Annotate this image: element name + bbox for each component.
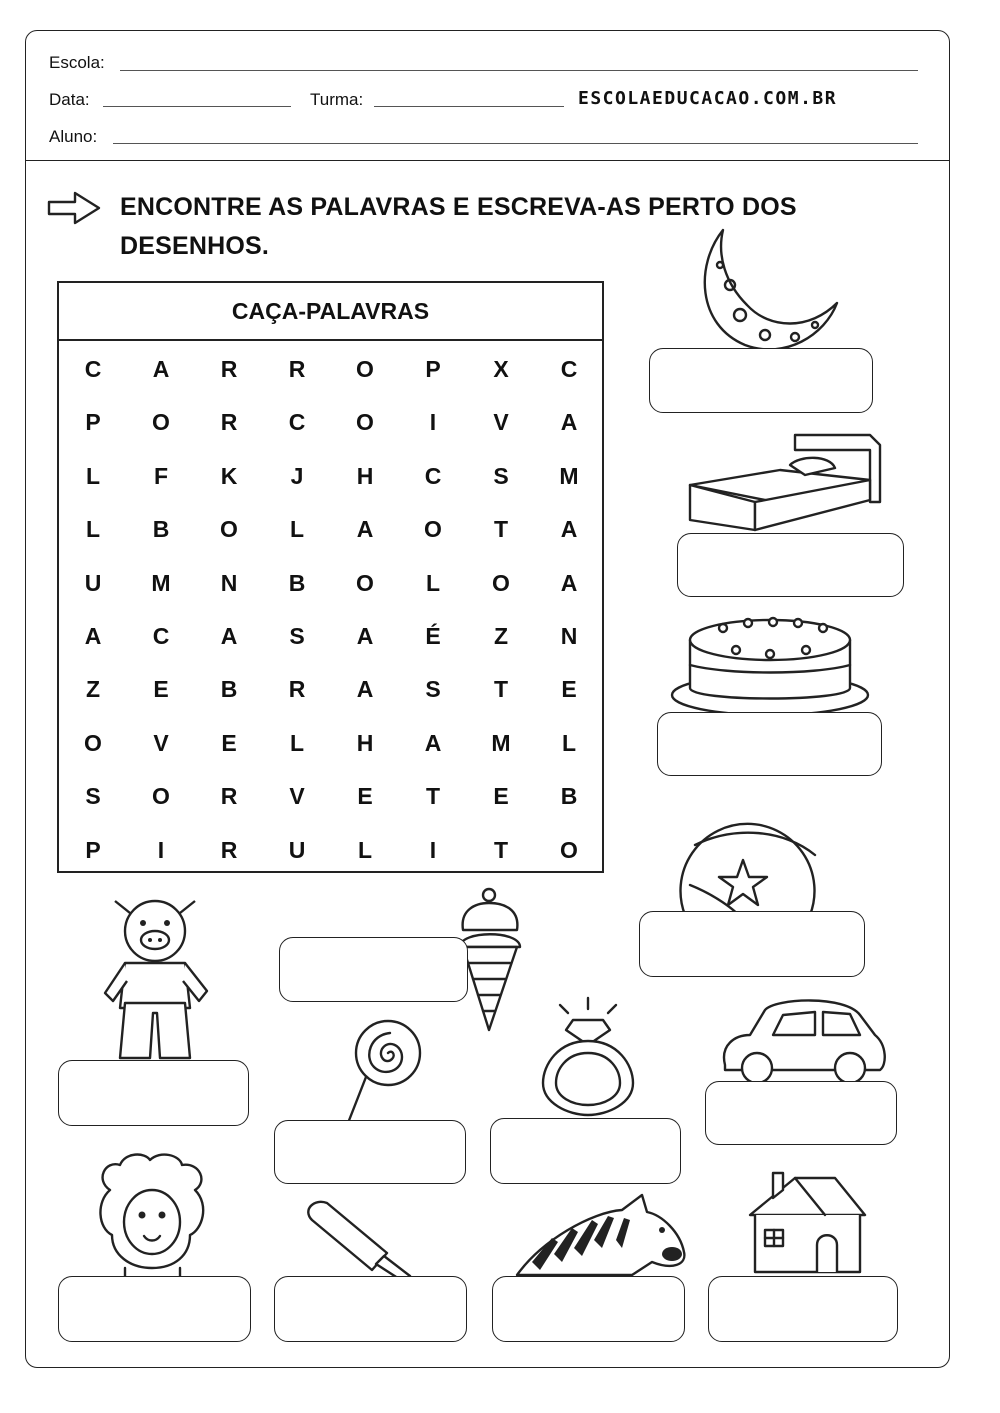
- grid-row: [59, 450, 602, 503]
- grid-cell[interactable]: O: [560, 836, 578, 863]
- grid-cell[interactable]: E: [357, 783, 373, 810]
- grid-cell[interactable]: C: [560, 356, 578, 382]
- grid-cell[interactable]: K: [220, 462, 238, 489]
- grid-cell[interactable]: B: [152, 516, 170, 543]
- grid-cell[interactable]: I: [429, 836, 437, 863]
- grid-cell[interactable]: T: [493, 676, 509, 703]
- grid-cell[interactable]: L: [85, 462, 101, 489]
- turma-label: Turma:: [310, 90, 364, 109]
- grid-cell[interactable]: T: [493, 516, 509, 543]
- grid-cell[interactable]: O: [220, 516, 238, 543]
- answer-box-cake[interactable]: [657, 712, 882, 776]
- grid-cell[interactable]: R: [220, 356, 238, 382]
- grid-cell[interactable]: L: [85, 516, 101, 543]
- grid-cell[interactable]: U: [84, 569, 102, 596]
- grid-cell[interactable]: A: [152, 356, 170, 382]
- pig-icon: [95, 893, 220, 1065]
- grid-cell[interactable]: R: [220, 836, 238, 863]
- aluno-label: Aluno:: [49, 127, 98, 146]
- answer-box-house[interactable]: [708, 1276, 898, 1342]
- grid-cell[interactable]: O: [356, 356, 374, 382]
- grid-cell[interactable]: C: [424, 462, 442, 489]
- grid-cell[interactable]: L: [425, 569, 441, 596]
- grid-cell[interactable]: M: [151, 569, 171, 596]
- grid-row: [59, 824, 602, 877]
- grid-cell[interactable]: R: [288, 356, 306, 382]
- grid-cell[interactable]: T: [493, 836, 509, 863]
- header-divider: [25, 160, 950, 161]
- grid-row: [59, 396, 602, 449]
- grid-cell[interactable]: E: [493, 783, 509, 810]
- grid-row: [59, 717, 602, 770]
- grid-cell[interactable]: I: [157, 836, 165, 863]
- grid-cell[interactable]: J: [290, 462, 304, 489]
- grid-cell[interactable]: N: [560, 622, 578, 649]
- grid-cell[interactable]: L: [289, 729, 305, 756]
- grid-cell[interactable]: E: [221, 729, 237, 756]
- grid-cell[interactable]: N: [220, 569, 238, 596]
- grid-cell[interactable]: C: [152, 622, 170, 649]
- grid-cell[interactable]: V: [153, 729, 169, 756]
- car-icon: [715, 990, 890, 1085]
- grid-row: [59, 610, 602, 663]
- house-icon: [745, 1170, 870, 1275]
- grid-cell[interactable]: O: [492, 569, 510, 596]
- grid-cell[interactable]: M: [559, 462, 579, 489]
- grid-cell[interactable]: O: [152, 409, 170, 436]
- answer-box-sheep[interactable]: [58, 1276, 251, 1342]
- bed-icon: [685, 430, 895, 535]
- grid-cell[interactable]: P: [85, 836, 101, 863]
- grid-cell[interactable]: S: [493, 462, 509, 489]
- answer-box-popsicle[interactable]: [274, 1276, 467, 1342]
- grid-cell[interactable]: F: [153, 462, 169, 489]
- word-search-title: CAÇA-PALAVRAS: [59, 283, 602, 341]
- grid-cell[interactable]: B: [220, 676, 238, 703]
- aluno-field[interactable]: [113, 143, 918, 144]
- popsicle-icon: [302, 1198, 417, 1283]
- answer-box-bed[interactable]: [677, 533, 904, 597]
- grid-cell[interactable]: U: [288, 836, 306, 863]
- grid-row: [59, 663, 602, 716]
- grid-cell[interactable]: L: [357, 836, 373, 863]
- grid-cell[interactable]: É: [425, 622, 441, 649]
- word-search: [57, 281, 604, 873]
- grid-cell[interactable]: O: [424, 516, 442, 543]
- site-url: ESCOLAEDUCACAO.COM.BR: [578, 88, 838, 109]
- grid-cell[interactable]: H: [356, 462, 374, 489]
- zebra-icon: [512, 1190, 692, 1280]
- grid-cell[interactable]: A: [560, 516, 578, 543]
- grid-cell[interactable]: Z: [85, 676, 101, 703]
- grid-cell[interactable]: A: [560, 569, 578, 596]
- instruction-text: ENCONTRE AS PALAVRAS E ESCREVA-AS PERTO DOS DESENHOS.: [120, 193, 797, 260]
- grid-cell[interactable]: A: [84, 622, 102, 649]
- grid-cell[interactable]: O: [152, 783, 170, 810]
- grid-cell[interactable]: L: [289, 516, 305, 543]
- grid-cell[interactable]: O: [84, 729, 102, 756]
- grid-cell[interactable]: M: [491, 729, 511, 756]
- grid-cell[interactable]: V: [289, 783, 305, 810]
- grid-cell[interactable]: R: [288, 676, 306, 703]
- grid-row: [59, 770, 602, 823]
- grid-row: [59, 557, 602, 610]
- grid-cell[interactable]: P: [85, 409, 101, 436]
- grid-cell[interactable]: O: [356, 569, 374, 596]
- escola-label: Escola:: [49, 53, 105, 72]
- grid-row: [59, 503, 602, 556]
- answer-box-ball[interactable]: [639, 911, 865, 977]
- grid-cell[interactable]: V: [493, 409, 509, 436]
- grid-cell[interactable]: E: [153, 676, 169, 703]
- grid-cell[interactable]: R: [220, 783, 238, 810]
- grid-cell[interactable]: S: [289, 622, 305, 649]
- escola-field[interactable]: [120, 70, 918, 71]
- word-search-grid: [59, 343, 602, 877]
- grid-cell[interactable]: R: [220, 409, 238, 436]
- answer-box-moon[interactable]: [649, 348, 873, 413]
- turma-field[interactable]: [374, 106, 564, 107]
- answer-box-zebra[interactable]: [492, 1276, 685, 1342]
- grid-cell[interactable]: E: [561, 676, 577, 703]
- answer-box-pig[interactable]: [58, 1060, 249, 1126]
- grid-cell[interactable]: C: [288, 409, 306, 436]
- grid-cell[interactable]: A: [424, 729, 442, 756]
- grid-cell[interactable]: Z: [493, 622, 509, 649]
- grid-cell[interactable]: C: [84, 356, 102, 382]
- grid-cell[interactable]: A: [220, 622, 238, 649]
- data-field[interactable]: [103, 106, 291, 107]
- grid-cell[interactable]: P: [425, 356, 441, 382]
- grid-cell[interactable]: S: [85, 783, 101, 810]
- answer-box-ice-cream[interactable]: [279, 937, 468, 1002]
- cake-icon: [668, 610, 873, 720]
- grid-cell[interactable]: S: [425, 676, 441, 703]
- grid-cell[interactable]: I: [429, 409, 437, 436]
- answer-box-ring[interactable]: [490, 1118, 681, 1184]
- grid-cell[interactable]: L: [561, 729, 577, 756]
- answer-box-lollipop[interactable]: [274, 1120, 466, 1184]
- grid-row: [59, 343, 602, 396]
- grid-cell[interactable]: A: [560, 409, 578, 436]
- data-label: Data:: [49, 90, 90, 109]
- grid-cell[interactable]: A: [356, 622, 374, 649]
- moon-icon: [685, 225, 855, 355]
- lollipop-icon: [340, 1015, 425, 1130]
- ring-icon: [538, 995, 638, 1120]
- grid-cell[interactable]: B: [560, 783, 578, 810]
- grid-cell[interactable]: T: [425, 783, 441, 810]
- grid-cell[interactable]: A: [356, 516, 374, 543]
- answer-box-car[interactable]: [705, 1081, 897, 1145]
- grid-cell[interactable]: A: [356, 676, 374, 703]
- ball-icon: [675, 805, 820, 920]
- grid-cell[interactable]: O: [356, 409, 374, 436]
- grid-cell[interactable]: B: [288, 569, 306, 596]
- arrow-right-icon: [45, 188, 105, 228]
- grid-cell[interactable]: H: [356, 729, 374, 756]
- grid-cell[interactable]: X: [493, 356, 509, 382]
- sheep-icon: [90, 1150, 215, 1282]
